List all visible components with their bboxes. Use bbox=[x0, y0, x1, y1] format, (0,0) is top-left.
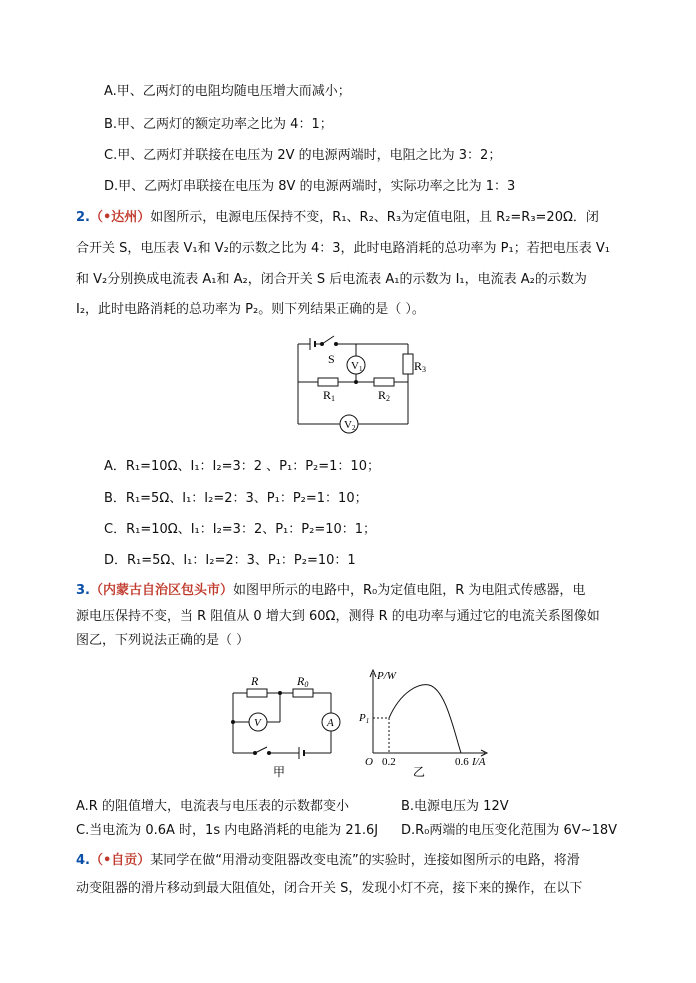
q4-stem-line-1 bbox=[76, 852, 580, 870]
q3-x-axis-label: I/A bbox=[472, 756, 486, 768]
q3-option-a: A.R 的阻值增大，电流表与电压表的示数都变小 bbox=[76, 799, 349, 814]
q3-graph-yi bbox=[370, 670, 487, 756]
q3-origin-label: O bbox=[365, 756, 373, 768]
q2-r1-label: R1 bbox=[323, 388, 336, 403]
q2-switch-label: S bbox=[328, 352, 335, 366]
q3-ammeter-label: A bbox=[327, 717, 334, 729]
q2-v1-label: V1 bbox=[351, 360, 363, 373]
q4-stem-text-1: 某同学在做“用滑动变阻器改变电流”的实验时，连接如图所示的电路，将滑 bbox=[150, 853, 580, 868]
q3-r-resistor bbox=[247, 689, 267, 697]
q2-stem-line-1 bbox=[76, 209, 599, 227]
q2-r2-label: R2 bbox=[378, 388, 391, 403]
q3-stem-line-2: 源电压保持不变，当 R 阻值从 0 增大到 60Ω，测得 R 的电功率与通过它的电流关系图像如 bbox=[76, 609, 600, 624]
q3-source: （内蒙古自治区包头市） bbox=[89, 583, 233, 598]
q2-circuit-diagram bbox=[290, 332, 430, 442]
q2-r3-label: R3 bbox=[414, 359, 427, 374]
q3-option-d: D.R₀两端的电压变化范围为 6V~18V bbox=[401, 823, 618, 838]
q1-option-a: A.甲、乙两灯的电阻均随电压增大而减小； bbox=[104, 84, 351, 99]
q3-figure bbox=[225, 665, 495, 783]
switch-blade bbox=[322, 336, 334, 344]
q2-stem-line-3: 和 V₂分别换成电流表 A₁和 A₂，闭合开关 S 后电流表 A₁的示数为 I₁，电流表 A₂的示数为 bbox=[76, 272, 587, 287]
q3-r-label: R bbox=[251, 674, 259, 688]
q3-label-yi: 乙 bbox=[413, 765, 426, 779]
q4-stem-line-2: 动变阻器的滑片移动到最大阻值处，闭合开关 S，发现小灯不亮，接下来的操作，在以下 bbox=[76, 881, 583, 896]
q2-number: 2. bbox=[76, 210, 90, 225]
r1-resistor bbox=[318, 378, 338, 386]
q2-stem-line-4: I₂，此时电路消耗的总功率为 P₂。则下列结果正确的是（ ）。 bbox=[76, 302, 425, 317]
q3-y-axis-label: P/W bbox=[377, 670, 396, 682]
q3-label-jia: 甲 bbox=[273, 765, 286, 779]
q1-option-d: D.甲、乙两灯串联接在电压为 8V 的电源两端时，实际功率之比为 1：3 bbox=[104, 179, 516, 194]
q4-number: 4. bbox=[76, 853, 90, 868]
q4-source: （•自贡） bbox=[89, 853, 151, 868]
q3-switch-blade bbox=[255, 747, 267, 753]
q2-stem-text-1: 如图所示，电源电压保持不变，R₁、R₂、R₃为定值电阻，且 R₂=R₃=20Ω．闭 bbox=[150, 210, 599, 225]
q2-option-b: B．R₁=5Ω、I₁：I₂=2：3、P₁：P₂=1：10； bbox=[104, 491, 368, 506]
q3-stem-line-3: 图乙，下列说法正确的是（ ） bbox=[76, 633, 250, 648]
q3-voltmeter-label: V bbox=[254, 717, 261, 729]
q2-stem-line-2: 合开关 S，电压表 V₁和 V₂的示数之比为 4：3，此时电路消耗的总功率为 P₁；若把电压表 V₁ bbox=[76, 241, 610, 256]
q3-p1-label: P1 bbox=[359, 712, 370, 725]
q3-stem-text-1: 如图甲所示的电路中，R₀为定值电阻，R 为电阻式传感器，电 bbox=[233, 583, 586, 598]
r3-resistor bbox=[403, 354, 413, 374]
q3-r0-resistor bbox=[293, 689, 313, 697]
q1-option-b: B.甲、乙两灯的额定功率之比为 4：1； bbox=[104, 117, 333, 132]
r2-resistor bbox=[374, 378, 394, 386]
q3-tick-02: 0.2 bbox=[382, 756, 396, 768]
q2-option-d: D．R₁=5Ω、I₁：I₂=2：3、P₁：P₂=10：1 bbox=[104, 553, 356, 568]
q1-option-c: C.甲、乙两灯并联接在电压为 2V 的电源两端时，电阻之比为 3：2； bbox=[104, 148, 502, 163]
q2-option-a: A．R₁=10Ω、I₁：I₂=3：2 、P₁：P₂=1：10； bbox=[104, 459, 380, 474]
q2-source: （•达州） bbox=[89, 210, 151, 225]
q3-option-c: C.当电流为 0.6A 时，1s 内电路消耗的电能为 21.6J bbox=[76, 823, 379, 838]
q3-circuit-jia bbox=[232, 689, 341, 759]
q3-tick-06: 0.6 bbox=[455, 756, 469, 768]
q2-v2-label: V2 bbox=[344, 419, 356, 432]
power-curve bbox=[389, 685, 461, 753]
q3-number: 3. bbox=[76, 583, 90, 598]
q3-option-b: B.电源电压为 12V bbox=[401, 799, 509, 814]
q3-stem-line-1 bbox=[76, 582, 585, 600]
q3-r0-label: R0 bbox=[297, 674, 309, 689]
q2-option-c: C．R₁=10Ω、I₁：I₂=3：2、P₁：P₂=10：1； bbox=[104, 522, 377, 537]
